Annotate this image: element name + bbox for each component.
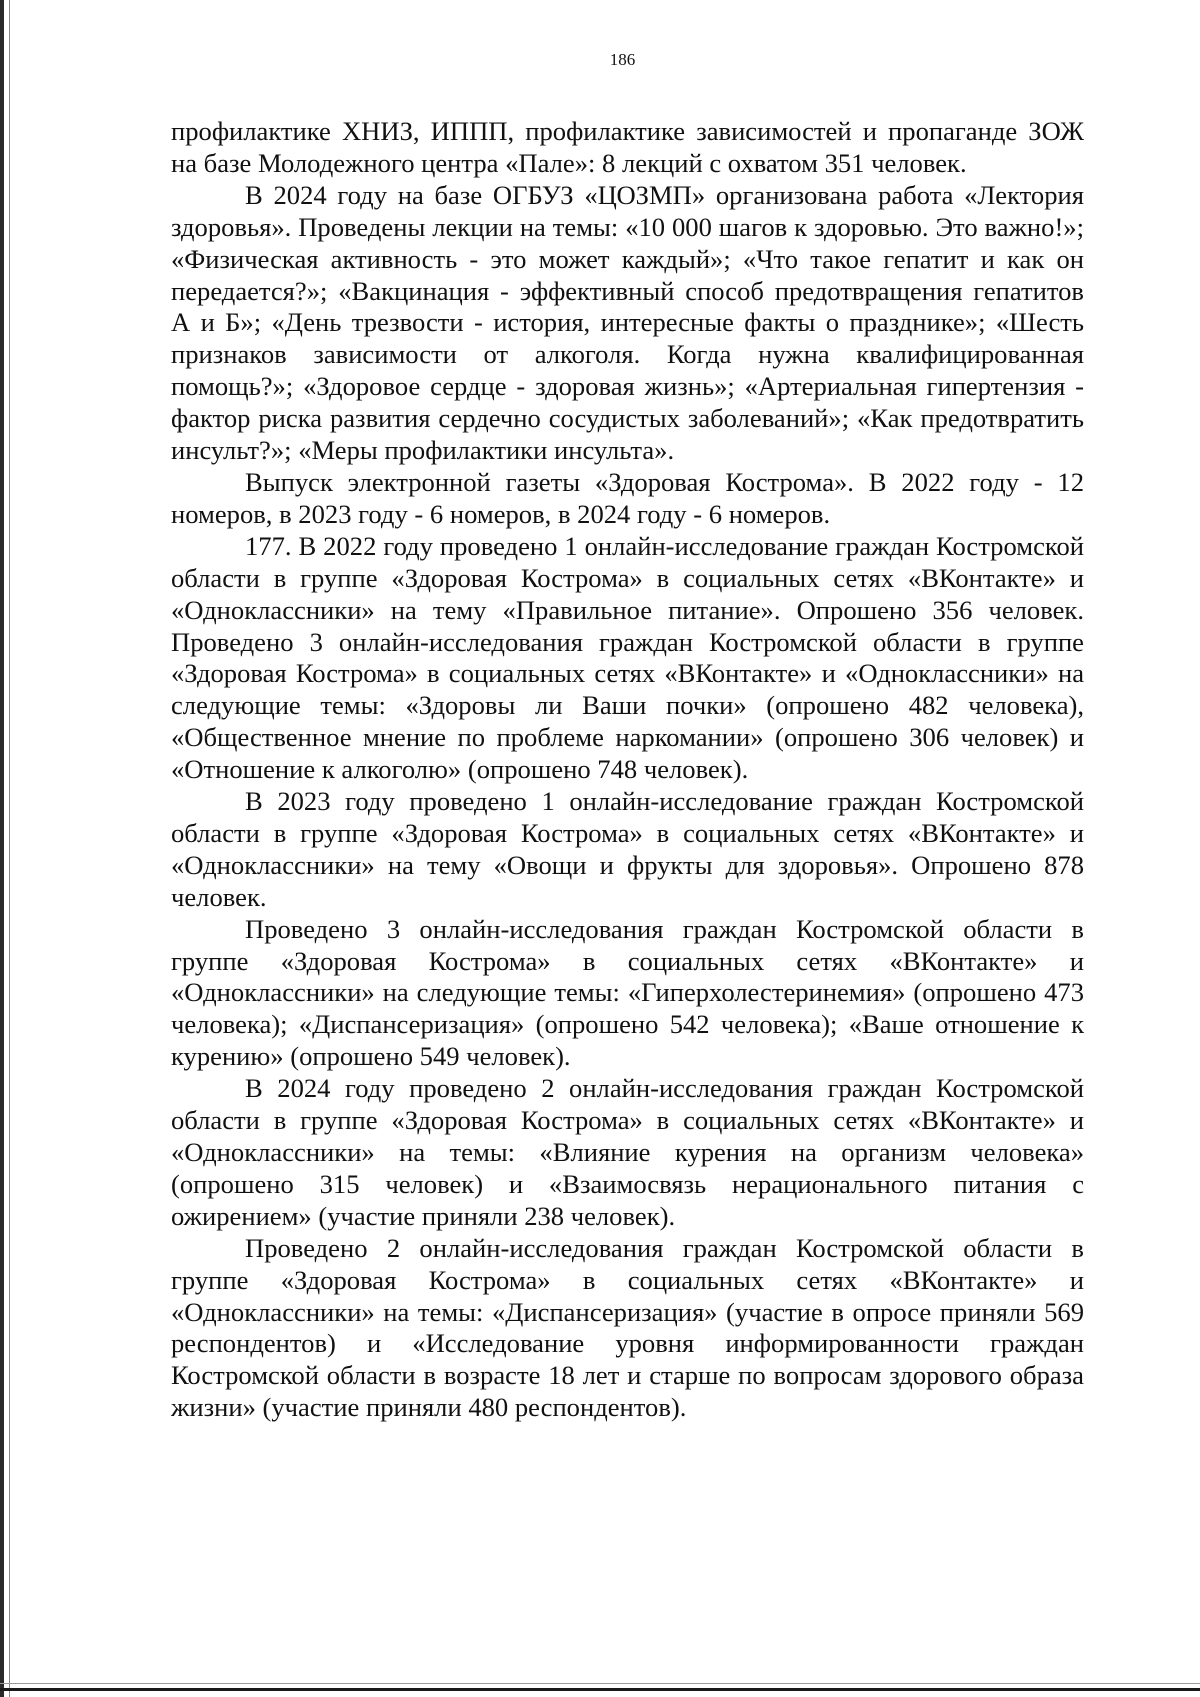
scan-border-bottom [0,1688,1200,1691]
paragraph-survey-2023-topics: Проведено 3 онлайн-исследования граждан Костромской области в группе «Здоровая Кострома» в социальных сетях «ВКонтакте» и «Одноклассники» на следующие темы: «Гиперхолестеринемия» (опрошено 473 человека); «Диспансеризация» (опрошено 542 человека); «Ваше отношение к курению» (опрошено 549 человек). [171,913,1084,1072]
paragraph-item-177: 177. В 2022 году проведено 1 онлайн-исследование граждан Костромской области в группе «Здоровая Кострома» в социальных сетях «ВКонтакте» и «Одноклассники» на тему «Правильное питание». Опрошено 356 человек. Проведено 3 онлайн-исследования граждан Костромской области в группе «Здоровая Кострома» в социальных сетях «ВКонтакте» и «Одноклассники» на следующие темы: «Здоровы ли Ваши почки» (опрошено 482 человека), «Общественное мнение по проблеме наркомании» (опрошено 306 человек) и «Отношение к алкоголю» (опрошено 748 человек). [171,530,1084,785]
scan-border-bottom-inner [0,1683,1200,1684]
paragraph-survey-2023: В 2023 году проведено 1 онлайн-исследование граждан Костромской области в группе «Здоровая Кострома» в социальных сетях «ВКонтакте» и «Одноклассники» на тему «Овощи и фрукты для здоровья». Опрошено 878 человек. [171,786,1084,912]
paragraph-lectures-2024: В 2024 году на базе ОГБУЗ «ЦОЗМП» организована работа «Лектория здоровья». Проведены лекции на темы: «10 000 шагов к здоровью. Это важно!»; «Физическая активность - это может каждый»; «Что такое гепатит и как он передается?»; «Вакцинация - эффективный способ предотвращения гепатитов А и Б»; «День трезвости - история, интересные факты о празднике»; «Шесть признаков зависимости от алкоголя. Когда нужна квалифицированная помощь?»; «Здоровое сердце - здоровая жизнь»; «Артериальная гипертензия - фактор риска развития сердечно сосудистых заболеваний»; «Как предотвратить инсульт?»; «Меры профилактики инсульта». [171,179,1084,466]
page-number: 186 [609,50,636,69]
paragraph-survey-2024-topics: Проведено 2 онлайн-исследования граждан Костромской области в группе «Здоровая Кострома» в социальных сетях «ВКонтакте» и «Одноклассники» на темы: «Диспансеризация» (участие в опросе приняли 569 респондентов) и «Исследование уровня информированности граждан Костромской области в возрасте 18 лет и старше по вопросам здорового образа жизни» (участие приняли 480 респондентов). [171,1232,1084,1423]
paragraph-survey-2024: В 2024 году проведено 2 онлайн-исследования граждан Костромской области в группе «Здоровая Кострома» в социальных сетях «ВКонтакте» и «Одноклассники» на темы: «Влияние курения на организм человека» (опрошено 315 человек) и «Взаимосвязь нерационального питания с ожирением» (участие приняли 238 человек). [171,1073,1084,1231]
scan-border-left [0,0,4,1697]
paragraph-continuation: профилактике ХНИЗ, ИППП, профилактике зависимостей и пропаганде ЗОЖ на базе Молодежного центра «Пале»: 8 лекций с охватом 351 человек. [171,116,1084,178]
document-body [171,116,1084,1424]
scan-border-left-inner [9,0,10,1697]
paragraph-newspaper: Выпуск электронной газеты «Здоровая Кострома». В 2022 году - 12 номеров, в 2023 году - 6 номеров, в 2024 году - 6 номеров. [171,466,1084,529]
